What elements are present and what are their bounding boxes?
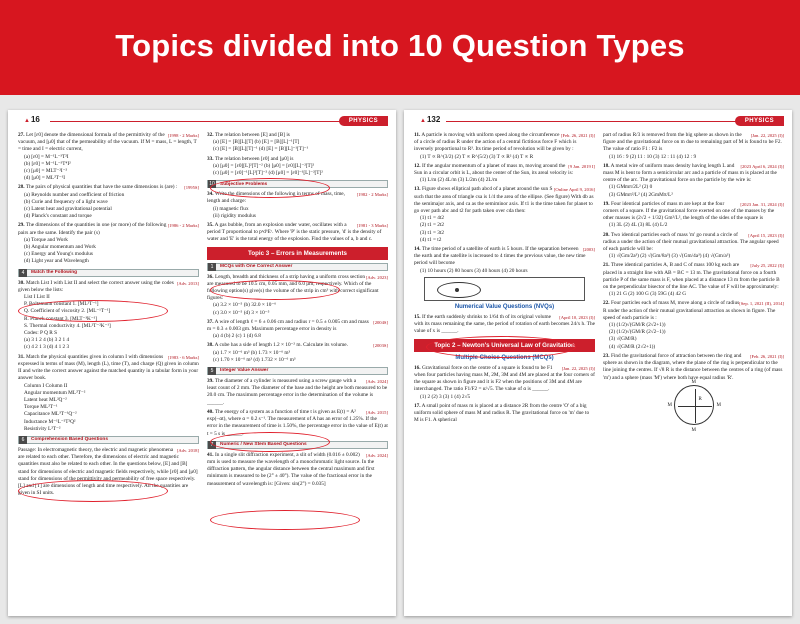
question-number: 18.: [603, 162, 610, 169]
left-page-number: ▲16: [24, 115, 40, 124]
question-text: Length, breadth and thickness of a strip having a uniform cross section are measured to be 10.5 cm, 0.05 mm, and 6.0 μm, respectively. Which of the following option(s) give(s) the volume of the strip in cm³ with correct significant figures:: [207, 273, 379, 302]
question-reference: [July 25, 2022 (I)]: [750, 263, 784, 269]
question-text: Passage: In electromagnetic theory, the electric and magnetic phenomena are related to each other. Therefore, the dimensions of electric and magnetic quantities must also be related to each other. In the questions below, [E] and [B] stand for dimensions of electric and magnetic fields respectively, while [ε0] and [μ0] stand for dimensions of the permittivity and permeability of free space respectively. [L] and [T] are dimensions of length and time respectively. All the quantities are given in SI units.: [18, 446, 198, 497]
question-text: The diameter of a cylinder is measured using a screw gauge with a least count of 2 mm. The diameter of the base and the height are both measured to be 20.0 cm. The maximum percentage error in the determination of the volume is ______.: [207, 378, 388, 406]
mass-label: M: [691, 427, 696, 433]
section-title: Match the Following: [31, 270, 78, 276]
question-text: The pairs of physical quantities that have the same dimensions is (are) :: [25, 184, 178, 191]
question-reference: [1998 - 2 Marks]: [167, 133, 199, 138]
answer-option: (ii) rigidity modulus: [213, 212, 256, 219]
section-chip: 4: [19, 269, 27, 277]
answer-option: (4) t1 = t2: [420, 236, 442, 243]
answer-option: (a) 1.7 × 10⁻⁶ m³ (b) 1.73 × 10⁻⁶ m³: [213, 349, 291, 356]
section-match-following: [18, 269, 199, 277]
question-text: Two identical particles each of mass 'm' go round a circle of radius a under the action of their mutual gravitational attraction. The angular speed of each particle will be:: [603, 231, 779, 253]
answer-option: (a) [ε0] = M⁻¹L⁻³T²I: [24, 153, 69, 160]
section-integer-value: [207, 367, 388, 375]
subject-tab: PHYSICS: [735, 116, 784, 126]
question-list: [18, 132, 199, 266]
question-reference: [1981 - 3 Marks]: [356, 223, 388, 229]
question-item: [18, 354, 199, 433]
question-list: [414, 314, 595, 336]
question-item: [603, 300, 784, 350]
question-number: 30.: [18, 279, 25, 286]
question-reference: [Adv. 2023]: [365, 274, 388, 280]
question-item: [414, 132, 595, 161]
right-col-1: [414, 132, 595, 612]
question-number: 41.: [207, 451, 214, 458]
question-list: [207, 191, 388, 243]
answer-option: (3) GMmπ²/L² (4) 2GmMπ/L²: [609, 191, 673, 198]
right-columns: [414, 132, 784, 612]
question-list: [603, 132, 784, 382]
question-text: A gas bubble, from an explosion under water, oscillates with a period T proportional to pᵃdᵇEᶜ. Where 'P' is the static pressure, 'd' is the density of water and 'E' is the total energy of the explosion. Find the values of a, b and c.: [207, 222, 382, 243]
section-chip: 6: [19, 436, 27, 444]
question-text: Four identical particles of mass m are kept at the four corners of a square. If the gravitational force exerted on one of the masses by the other masses is (2√2 + 1/32) Gm²/L², the length of the sides of the square is: [603, 200, 775, 222]
question-text: part of radius R/3 is removed from the big sphere as shown in the figure and the gravitational force on m due to remaining part of M is found to be F2. The value of ratio F1 : F2 is: [603, 132, 782, 153]
question-text: A metal wire of uniform mass density having length L and mass M is bent to form a semicircular arc and a particle of mass m is placed at the centre of the arc. The gravitational force on the particle by the wire is:: [603, 162, 777, 184]
question-number: 27.: [18, 132, 25, 138]
question-text: Match List I with List II and select the correct answer using the codes given below the lists:: [18, 279, 174, 293]
left-col-2: [207, 132, 388, 612]
section-new-stem: [207, 441, 388, 449]
answer-option: (3) √(GM/R): [609, 336, 637, 343]
answer-option: (i) magnetic flux: [213, 205, 249, 212]
answer-option: R. Planck constant 3. [MLT⁻³K⁻¹]: [24, 315, 98, 322]
question-number: 20.: [603, 231, 610, 238]
left-page: [8, 110, 396, 616]
section-title: Numeric / New Stem Based Questions: [220, 442, 307, 448]
answer-option: Column I Column II: [24, 382, 68, 389]
right-page: [404, 110, 792, 616]
answer-option: (a) [E] = [B][L][T] (b) [E] = [B][L]⁻¹[T]: [213, 139, 300, 146]
sun-dot: [455, 288, 459, 292]
question-list: [18, 447, 199, 497]
question-text: A wire of length ℓ = 6 ± 0.06 cm and radius r = 0.5 ± 0.005 cm and mass m = 0.3 ± 0.003 gm. Maximum percentage error in density is: [207, 318, 369, 333]
section-title: Integer Value Answer: [220, 368, 269, 374]
left-columns: [18, 132, 388, 612]
diagram-line: [678, 406, 712, 407]
question-text: If the angular momentum of a planet of mass m, moving around the Sun in a circular orbit is L, about the center of the Sun, its areal velocity is:: [414, 162, 574, 177]
question-reference: [Adv. 2013]: [176, 280, 199, 286]
answer-option: (1) t1 = 4t2: [420, 215, 445, 222]
answer-option: Inductance M⁻¹L⁻²T²Q²: [24, 418, 76, 425]
answer-option: Angular momentum ML²T⁻²: [24, 389, 86, 396]
right-page-number: ▲132: [420, 115, 441, 124]
question-number: 37.: [207, 318, 214, 325]
question-number: 19.: [603, 200, 610, 207]
left-page-header: [8, 114, 396, 130]
answer-option: (d) Planck's constant and torque: [24, 213, 92, 220]
question-item: [207, 156, 388, 178]
answer-option: (b) [ε0] = M⁻¹L⁻³T⁴I²: [24, 160, 71, 167]
question-number: 11.: [414, 132, 421, 138]
question-item: [603, 353, 784, 382]
question-reference: [1995S]: [184, 185, 199, 191]
question-reference: [1983 - 6 Marks]: [167, 354, 199, 360]
question-reference: [Jan. 22, 2025 (I)]: [561, 365, 595, 371]
left-col-1: [18, 132, 199, 612]
question-item: [603, 163, 784, 199]
section-subjective: [207, 180, 388, 188]
question-reference: [Feb. 26, 2021 (I)]: [560, 133, 595, 138]
question-text: A cube has a side of length 1.2 × 10⁻² m. Calculate its volume.: [214, 342, 348, 349]
question-item: [18, 447, 199, 497]
answer-option: (b) Angular momentum and Work: [24, 244, 96, 251]
question-reference: [Sep. 1, 2021 (II), 2014]: [739, 301, 784, 307]
answer-option: (1) 3L (2) 4L (3) 8L (4) L/2: [609, 222, 668, 229]
question-text: The energy of a system as a function of time t is given as E(t) = A² exp(−αt), where α = 0.2 s⁻¹. The measurement of A has an error of 1.25%. If the error in the measurement of time is 1.50%, the percentage error in the value of E(t) at t = 5 s is ______.: [207, 408, 388, 437]
question-text: Figure shows elliptical path abcd of a planet around the sun S such that the area of triangle csa is 1/4 the area of the ellipse. (See figure) With db as the semimajor axis, and ca as the semiminor axis. If t1 is the time taken for planet to go over path abc and t2 for path taken over cda then:: [414, 186, 594, 215]
answer-option: P. Boltzmann constant 1. [ML²T⁻¹]: [24, 301, 99, 308]
question-item: [603, 232, 784, 261]
question-text: Gravitational force on the centre of a square is found to be F1 when four particles having mass M, 2M, 3M and 4M are placed at the four corners of the square as shown in figure and it is F2 when the positions of 3M and 4M are interchanged. The ratio F1/F2 = α/√5. The value of α is ______.: [414, 364, 595, 393]
answer-option: (2) t1 = 2t2: [420, 222, 445, 229]
nvq-heading: Numerical Value Questions (NVQs): [454, 303, 555, 310]
right-page-header: [404, 114, 792, 130]
answer-option: (3) t1 = 3t2: [420, 229, 445, 236]
right-col-2: [603, 132, 784, 612]
subject-tab: PHYSICS: [339, 116, 388, 126]
question-reference: [Feb. 26, 2021 (I)]: [749, 353, 784, 359]
answer-option: (1) 21 G (2) 100 G (3) 59G (4) 42 G: [609, 291, 687, 298]
question-item: [414, 365, 595, 401]
question-reference: [Adv. 2024]: [365, 379, 388, 385]
orbit-ellipse: [437, 282, 481, 298]
answer-option: (a) Reynolds number and coefficient of friction: [24, 191, 125, 198]
answer-option: (c) 3.0 × 10⁻⁵ (d) 3 × 10⁻⁵: [213, 309, 270, 316]
question-number: 12.: [414, 162, 421, 169]
question-number: 17.: [414, 402, 421, 409]
question-reference: [April 15, 2023 (I)]: [748, 232, 784, 238]
answer-option: List I List II: [24, 294, 50, 301]
question-item: [18, 222, 199, 265]
answer-option: Codes: P Q R S: [24, 330, 58, 337]
answer-option: (a) 3 1 2 4 (b) 3 2 1 4: [24, 337, 70, 344]
triangle-icon: ▲: [24, 118, 30, 124]
question-reference: [April 10, 2023 (I)]: [559, 315, 595, 321]
question-number: 38.: [207, 342, 214, 349]
question-text: The dimensions of the quantities in one (or more) of the following pairs are the same. Identify the pair (s): [18, 222, 167, 236]
question-number: 33.: [207, 155, 214, 162]
question-reference: [2023 Jan. 31, 2024 (I)]: [740, 201, 784, 207]
question-item: [603, 262, 784, 298]
question-reference: [Adv. 2018]: [176, 447, 199, 453]
question-item: [18, 184, 199, 220]
section-chip: 5: [208, 367, 216, 375]
answer-option: (a) 3.2 × 10⁻⁵ (b) 32.0 × 10⁻⁶: [213, 302, 277, 309]
ellipse-orbit-diagram: [424, 277, 585, 301]
answer-option: Latent heat ML²Q⁻²: [24, 396, 67, 403]
answer-option: (1) (1/2)√(GM/R (2√2+1)): [609, 322, 666, 329]
question-item: [207, 222, 388, 244]
section-comprehension: [18, 436, 199, 444]
answer-option: (d) [μ0] = ML²T⁻¹I: [24, 175, 66, 182]
question-reference: [2003]: [582, 247, 595, 253]
question-number: 34.: [207, 191, 214, 198]
question-item: [414, 163, 595, 185]
question-number: 21.: [603, 262, 610, 269]
question-reference: [Online April 9, 2016]: [553, 187, 595, 193]
question-text: The relation between [E] and [B] is: [214, 132, 290, 138]
question-item: [207, 191, 388, 220]
question-number: 28.: [18, 184, 25, 191]
answer-option: (1) T ∝ R^(3/2) (2) T ∝ R^(5/2) (3) T ∝ R² (4) T ∝ R: [420, 153, 534, 160]
question-item: [603, 132, 784, 161]
title-banner: [0, 0, 800, 95]
question-list: [207, 452, 388, 488]
question-reference: [1986 - 2 Marks]: [167, 223, 199, 229]
section-chip: 1: [208, 263, 216, 271]
triangle-icon: ▲: [420, 118, 426, 124]
question-item: [414, 403, 595, 425]
question-text: A small point of mass m is placed at a distance 2R from the centre 'O' of a big uniform solid sphere of mass M and radius R. The gravitational force on 'm' due to M is F1. A spherical: [414, 402, 590, 424]
answer-option: (4) √(GM/R (2√2+1)): [609, 343, 656, 350]
question-text: Three identical particles A, B and C of mass 100 kg each are placed in a straight line with AB = BC = 13 m. The gravitational force on a fourth particle P of the same mass is F, when placed at a distance 13 m from the particle B on the perpendicular bisector of the line AC. The value of F will be approximately:: [603, 262, 780, 291]
mass-label: M: [667, 402, 672, 408]
banner-title: Topics divided into 10 Question Types: [115, 27, 685, 63]
question-list: [414, 132, 595, 275]
question-item: [207, 342, 388, 364]
answer-option: (a) Torque and Work: [24, 236, 68, 243]
question-number: 39.: [207, 378, 214, 385]
answer-option: (c) [E] = [B][L][T]⁻¹ (d) [E] = [B][L]⁻¹[T]⁻¹: [213, 146, 309, 153]
question-number: 35.: [207, 222, 214, 229]
question-list: [207, 378, 388, 438]
question-item: [18, 280, 199, 352]
answer-option: Torque ML²T⁻¹: [24, 404, 58, 411]
question-text: Four particles each of mass M, move along a circle of radius R under the action of their mutual gravitational attraction as shown in figure. The speed of each particle is :: [603, 300, 776, 321]
question-item: [207, 452, 388, 488]
answer-option: (a) 4 (b) 2 (c) 1 (d) 6.8: [213, 333, 261, 340]
answer-option: (1) GMmπ/2L² (2) 0: [609, 184, 653, 191]
section-title: MCQs with One Correct Answer: [220, 264, 293, 270]
question-number: 23.: [603, 352, 610, 359]
question-text: Match the physical quantities given in column I with dimensions expressed in terms of mass (M), length (L), time (T), and charge (Q) given in column II and write the correct answer against the matched quantity in a tabular form in your answer book.: [18, 353, 199, 382]
question-item: [414, 314, 595, 336]
mass-label: M: [716, 402, 721, 408]
question-number: 40.: [207, 408, 214, 415]
question-text: Let [ε0] denote the dimensional formula of the permittivity of the vacuum, and [μ0] that of the permeability of the vacuum. If M = mass, L = length, T = time and I = electric current,: [18, 132, 197, 153]
topic-heading: Topic 3 – Errors in Measurements: [207, 247, 388, 260]
question-number: 16.: [414, 364, 421, 371]
question-number: 22.: [603, 300, 610, 307]
header-rule: [446, 121, 784, 122]
topic-heading: Topic 2 – Newton's Universal Law of Gravitation: [414, 339, 595, 352]
answer-option: Q. Coefficient of viscosity 2. [ML⁻¹T⁻¹]: [24, 308, 111, 315]
question-text: A particle is moving with uniform speed along the circumference of a circle of radius R under the action of a central fictitious force F which is inversely proportional to R³. Its time period of revolution will be given by :: [414, 132, 577, 153]
answer-option: (c) 1.70 × 10⁻⁶ m³ (d) 1.732 × 10⁻⁶ m³: [213, 356, 296, 363]
mass-label: M: [691, 379, 696, 385]
question-item: [207, 409, 388, 438]
question-item: [207, 274, 388, 317]
answer-option: (1) L/m (2) 4L/m (3) L/2m (4) 2L/m: [420, 177, 498, 184]
question-list: [414, 365, 595, 425]
question-number: 15.: [414, 314, 421, 321]
question-number: 36.: [207, 273, 214, 280]
answer-option: (c) Energy and Young's modulus: [24, 251, 93, 258]
question-reference: [9 Jan. 2019 I]: [568, 163, 595, 169]
question-reference: [2023 April 6, 2024 (I)]: [740, 163, 784, 169]
question-reference: [2003S]: [373, 343, 388, 349]
question-text: The time period of a satellite of earth is 5 hours. If the separation between the earth and the satellite is increased to 4 times the previous value, the new time period will become: [414, 246, 586, 267]
section-title: Subjective Problems: [220, 181, 268, 187]
question-item: [414, 246, 595, 275]
question-reference: [Jan. 22, 2025 (I)]: [750, 133, 784, 138]
question-item: [207, 319, 388, 341]
answer-option: (b) Curie and frequency of a light wave: [24, 198, 108, 205]
answer-option: (1) 2 (2) 3 (3) 1 (4) 2√5: [420, 393, 471, 400]
question-reference: [Adv. 2015]: [365, 409, 388, 415]
question-list: [18, 280, 199, 433]
question-list: [207, 274, 388, 364]
question-text: If the earth suddenly shrinks to 1/64 th of its original volume with its mass remaining the same, the period of rotation of earth becomes 24/x h. The value of x is ______.: [414, 314, 595, 335]
question-item: [603, 201, 784, 230]
section-mcq-one-correct: [207, 263, 388, 271]
answer-option: S. Thermal conductivity 4. [ML²T⁻²K⁻¹]: [24, 322, 111, 329]
answer-option: (2) (1/2)√(GM/R (2√2−1)): [609, 329, 666, 336]
mcq-heading: Multiple Choice Questions (MCQs): [455, 354, 554, 361]
answer-option: (c) Latent heat and gravitational potential: [24, 206, 112, 213]
answer-option: (1) 16 : 9 (2) 11 : 10 (3) 12 : 11 (4) 12 : 9: [609, 153, 697, 160]
answer-option: (c) [μ0] = [ε0]⁻¹[L]²[T]⁻² (d) [μ0] = [ε0]⁻¹[L]⁻²[T]²: [213, 170, 323, 177]
four-mass-circle-diagram: [667, 379, 721, 433]
radius-label: R: [698, 396, 702, 402]
question-number: 13.: [414, 186, 421, 193]
question-number: 14.: [414, 246, 421, 253]
question-reference: [2004S]: [373, 319, 388, 325]
answer-option: (c) 4 2 1 3 (d) 4 1 2 3: [24, 344, 70, 351]
question-number: 32.: [207, 132, 214, 138]
question-item: [414, 186, 595, 244]
section-chip: 7: [208, 441, 216, 449]
answer-option: Resistivity L²T⁻²: [24, 425, 61, 432]
question-item: [207, 132, 388, 154]
answer-option: (c) [μ0] = MLT⁻²I⁻²: [24, 168, 68, 175]
question-text: Find the gravitational force of attraction between the ring and sphere as shown in the diagram, where the plane of the ring is perpendicular to the line joining the centres. If √8 R is the distance between the centres of a ring (of mass 'm') and a sphere (mass 'M') where both have equal radius 'R'.: [603, 352, 783, 381]
answer-option: (a) [μ0] = [ε0][L]²[T]⁻² (b) [μ0] = [ε0][L]⁻²[T]²: [213, 162, 315, 169]
answer-option: (d) Light year and Wavelength: [24, 258, 89, 265]
answer-option: Capacitance ML³T⁻¹Q⁻²: [24, 411, 77, 418]
question-number: 31.: [18, 353, 25, 360]
answer-option: (1) 10 hours (2) 80 hours (3) 40 hours (4) 20 hours: [420, 267, 528, 274]
section-title: Comprehension Based Questions: [31, 437, 109, 443]
section-chip: 10: [209, 181, 215, 188]
question-reference: [1982 - 2 Marks]: [356, 192, 388, 198]
question-item: [207, 378, 388, 407]
question-number: 29.: [18, 222, 25, 229]
question-reference: [Adv. 2024]: [365, 452, 388, 458]
question-text: Write the dimensions of the following in terms of mass, time, length and charge:: [207, 191, 345, 205]
question-list: [207, 132, 388, 177]
header-rule: [50, 121, 388, 122]
answer-option: (1) √(Gm/2a³) (2) √(Gm/8a³) (3) √(Gm/4a³) (4) √(Gm/a³): [609, 253, 731, 260]
question-item: [18, 132, 199, 182]
question-text: The relation between [ε0] and [μ0] is: [214, 155, 294, 162]
question-text: In a single slit diffraction experiment, a slit of width (0.016 ± 0.002) mm is used to measure the wavelength of a monochromatic light source. In the diffraction pattern, the angular distance between the central maximum and first minimum is measured to be (2° ± 40°). The value of the fractional error in the measurement of wavelength is: [Given: sin(2°) = 0.035]: [207, 451, 375, 487]
